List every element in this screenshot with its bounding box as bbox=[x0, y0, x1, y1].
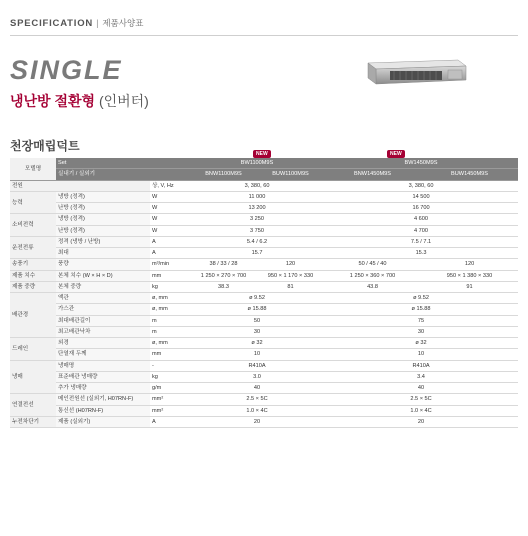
row-group-label: 전원 bbox=[10, 180, 150, 191]
row-item-label: 풍량 bbox=[56, 259, 150, 270]
row-unit: kg bbox=[150, 371, 190, 382]
model-a-value: 13 200 bbox=[190, 203, 324, 214]
model-b-value: ø 15.88 bbox=[324, 304, 518, 315]
table-header-row bbox=[10, 158, 518, 169]
indoor-outdoor-header: 실내기 / 실외기 bbox=[56, 169, 190, 180]
subtitle-main: 냉난방 절환형 bbox=[10, 93, 96, 109]
row-unit: ø, mm bbox=[150, 293, 190, 304]
model-a-outdoor-value: 950 × 1 170 × 330 bbox=[257, 270, 324, 281]
row-item-label: 냉매명 bbox=[56, 360, 150, 371]
model-a-outdoor-value: 81 bbox=[257, 281, 324, 292]
model-a-value: ø 32 bbox=[190, 338, 324, 349]
model-b-value: R410A bbox=[324, 360, 518, 371]
row-unit: mm bbox=[150, 270, 190, 281]
row-unit: mm² bbox=[150, 405, 190, 416]
ducted-unit-image bbox=[360, 58, 470, 86]
row-unit: - bbox=[150, 360, 190, 371]
table-row bbox=[10, 248, 518, 259]
row-unit: ø, mm bbox=[150, 338, 190, 349]
row-item-label: 통신선 (H07RN-F) bbox=[56, 405, 150, 416]
row-unit: W bbox=[150, 225, 190, 236]
model-b-value: 4 600 bbox=[324, 214, 518, 225]
model-a-value: 40 bbox=[190, 383, 324, 394]
model-b-value: 2.5 × 5C bbox=[324, 394, 518, 405]
model-a-indoor-value: 38 / 33 / 28 bbox=[190, 259, 257, 270]
table-row bbox=[10, 326, 518, 337]
model-b-value: 7.5 / 7.1 bbox=[324, 236, 518, 247]
model-a-value: ø 9.52 bbox=[190, 293, 324, 304]
row-group-label: 연결전선 bbox=[10, 394, 56, 417]
model-a-value: 10 bbox=[190, 349, 324, 360]
table-row bbox=[10, 270, 518, 281]
row-unit: g/m bbox=[150, 383, 190, 394]
model-b-outdoor-value: 950 × 1 380 × 330 bbox=[421, 270, 518, 281]
page-title: SINGLE bbox=[10, 55, 123, 85]
spec-label: SPECIFICATION bbox=[10, 18, 94, 29]
model-a-value: 20 bbox=[190, 416, 324, 427]
row-item-label: 최대 bbox=[56, 248, 150, 259]
model-b-value: 1.0 × 4C bbox=[324, 405, 518, 416]
model-a-value: 11 000 bbox=[190, 191, 324, 202]
model-b-value: 4 700 bbox=[324, 225, 518, 236]
model-a-value: 3 750 bbox=[190, 225, 324, 236]
row-group-label: 송풍기 bbox=[10, 259, 56, 270]
row-group-label: 배관경 bbox=[10, 293, 56, 338]
row-unit: ø, mm bbox=[150, 304, 190, 315]
model-b-indoor-value: 1 250 × 360 × 700 bbox=[324, 270, 421, 281]
model-b-value: ø 32 bbox=[324, 338, 518, 349]
row-group-label: 냉매 bbox=[10, 360, 56, 394]
table-row bbox=[10, 191, 518, 202]
row-item-label: 난방 (정격) bbox=[56, 225, 150, 236]
table-row bbox=[10, 349, 518, 360]
table-row bbox=[10, 293, 518, 304]
row-unit: mm bbox=[150, 349, 190, 360]
row-group-label: 제품 치수 bbox=[10, 270, 56, 281]
new-badge: NEW bbox=[253, 150, 271, 158]
spec-header bbox=[10, 17, 143, 29]
category-title: 천장매립덕트 bbox=[10, 139, 80, 153]
row-group-label: 능력 bbox=[10, 191, 56, 214]
row-item-label: 난방 (정격) bbox=[56, 203, 150, 214]
model-a-indoor-value: 1 250 × 270 × 700 bbox=[190, 270, 257, 281]
model-a-value: 50 bbox=[190, 315, 324, 326]
row-item-label: 최고배관낙차 bbox=[56, 326, 150, 337]
model-b-value: 16 700 bbox=[324, 203, 518, 214]
page-subtitle bbox=[10, 91, 149, 111]
model-b-value: 20 bbox=[324, 416, 518, 427]
row-unit: mm² bbox=[150, 394, 190, 405]
row-unit: W bbox=[150, 214, 190, 225]
header-separator: | bbox=[96, 18, 100, 29]
model-b-indoor-value: 50 / 45 / 40 bbox=[324, 259, 421, 270]
row-item-label: 최대배관길이 bbox=[56, 315, 150, 326]
model-b-outdoor-value: 120 bbox=[421, 259, 518, 270]
row-item-label: 냉방 (정격) bbox=[56, 214, 150, 225]
model-b-value: ø 9.52 bbox=[324, 293, 518, 304]
subtitle-paren: (인버터) bbox=[98, 93, 149, 109]
row-group-label: 제품 중량 bbox=[10, 281, 56, 292]
row-group-label: 운전전류 bbox=[10, 236, 56, 259]
model-a-value: 2.5 × 5C bbox=[190, 394, 324, 405]
row-item-label: 정격 (냉방 / 난방) bbox=[56, 236, 150, 247]
row-group-label: 누전차단기 bbox=[10, 416, 56, 427]
row-unit: W bbox=[150, 191, 190, 202]
header-divider bbox=[10, 35, 518, 36]
model-b-outdoor-header: BUW1450M9S bbox=[421, 169, 518, 180]
table-row bbox=[10, 315, 518, 326]
model-b-value: 30 bbox=[324, 326, 518, 337]
model-b-indoor-header: BNW1450M9S bbox=[324, 169, 421, 180]
model-a-value: 1.0 × 4C bbox=[190, 405, 324, 416]
model-a-value: 3, 380, 60 bbox=[190, 180, 324, 191]
row-item-label: 제품 (실외기) bbox=[56, 416, 150, 427]
model-b-value: 3.4 bbox=[324, 371, 518, 382]
table-row bbox=[10, 180, 518, 191]
row-group-label: 드레인 bbox=[10, 338, 56, 361]
model-b-value: 40 bbox=[324, 383, 518, 394]
model-a-value: 30 bbox=[190, 326, 324, 337]
row-item-label: 냉방 (정격) bbox=[56, 191, 150, 202]
model-b-value: 75 bbox=[324, 315, 518, 326]
row-unit: m bbox=[150, 326, 190, 337]
table-row bbox=[10, 360, 518, 371]
model-a-outdoor-value: 120 bbox=[257, 259, 324, 270]
row-item-label: 단열재 두께 bbox=[56, 349, 150, 360]
row-item-label: 본체 치수 (W × H × D) bbox=[56, 270, 150, 281]
row-unit: 상, V, Hz bbox=[150, 180, 190, 191]
row-unit: A bbox=[150, 236, 190, 247]
model-a-indoor-header: BNW1100M9S bbox=[190, 169, 257, 180]
model-a-indoor-value: 38.3 bbox=[190, 281, 257, 292]
model-b-outdoor-value: 91 bbox=[421, 281, 518, 292]
row-unit: m bbox=[150, 315, 190, 326]
model-a-value: 5.4 / 6.2 bbox=[190, 236, 324, 247]
row-item-label: 표준배관 냉매량 bbox=[56, 371, 150, 382]
row-item-label: 가스관 bbox=[56, 304, 150, 315]
row-item-label: 본체 중량 bbox=[56, 281, 150, 292]
model-b-indoor-value: 43.8 bbox=[324, 281, 421, 292]
table-row bbox=[10, 405, 518, 416]
table-row bbox=[10, 383, 518, 394]
model-b-header: BW1450M9S bbox=[324, 158, 518, 169]
row-unit: kg bbox=[150, 281, 190, 292]
set-header: Set bbox=[56, 158, 190, 169]
table-row bbox=[10, 281, 518, 292]
row-unit: m³/min bbox=[150, 259, 190, 270]
model-b-value: 3, 380, 60 bbox=[324, 180, 518, 191]
table-row bbox=[10, 225, 518, 236]
table-subheader-row bbox=[10, 169, 518, 180]
row-unit: A bbox=[150, 416, 190, 427]
row-group-label: 소비전력 bbox=[10, 214, 56, 237]
model-name-header: 모델명 bbox=[10, 158, 56, 180]
table-row bbox=[10, 338, 518, 349]
table-row bbox=[10, 259, 518, 270]
model-a-value: ø 15.88 bbox=[190, 304, 324, 315]
model-a-value: 3.0 bbox=[190, 371, 324, 382]
row-item-label: 액관 bbox=[56, 293, 150, 304]
model-b-value: 15.3 bbox=[324, 248, 518, 259]
row-item-label: 메인전원선 (실외기, H07RN-F) bbox=[56, 394, 150, 405]
model-b-value: 10 bbox=[324, 349, 518, 360]
table-row bbox=[10, 416, 518, 427]
row-item-label: 추가 냉매량 bbox=[56, 383, 150, 394]
model-a-header: BW1100M9S bbox=[190, 158, 324, 169]
model-a-value: 15.7 bbox=[190, 248, 324, 259]
table-row bbox=[10, 203, 518, 214]
spec-sublabel: 제품사양표 bbox=[102, 18, 144, 28]
table-row bbox=[10, 214, 518, 225]
model-a-outdoor-header: BUW1100M9S bbox=[257, 169, 324, 180]
new-badge: NEW bbox=[387, 150, 405, 158]
model-a-value: R410A bbox=[190, 360, 324, 371]
table-row bbox=[10, 371, 518, 382]
spec-table bbox=[10, 158, 518, 428]
table-row bbox=[10, 394, 518, 405]
model-a-value: 3 250 bbox=[190, 214, 324, 225]
table-row bbox=[10, 236, 518, 247]
row-unit: A bbox=[150, 248, 190, 259]
row-unit: W bbox=[150, 203, 190, 214]
table-row bbox=[10, 304, 518, 315]
row-item-label: 외경 bbox=[56, 338, 150, 349]
model-b-value: 14 500 bbox=[324, 191, 518, 202]
